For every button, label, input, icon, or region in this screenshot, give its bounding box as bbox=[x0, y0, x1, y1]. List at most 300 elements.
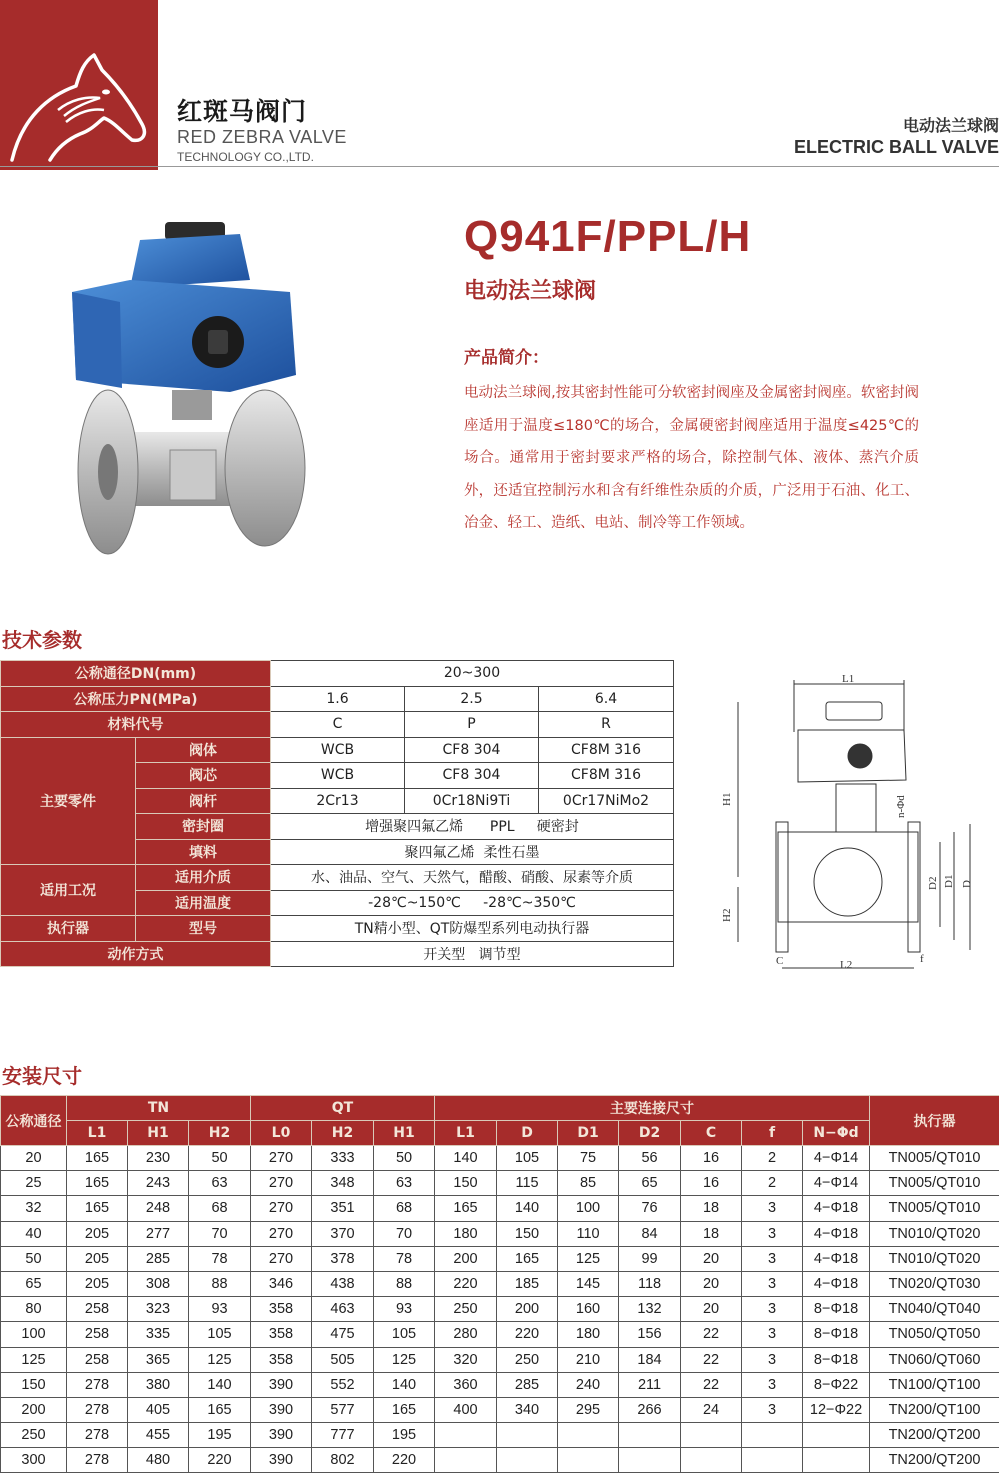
table-cell: 50 bbox=[1, 1246, 67, 1271]
table-cell: TN200/QT200 bbox=[870, 1448, 999, 1473]
table-cell: TN060/QT060 bbox=[870, 1347, 999, 1372]
table-cell: TN200/QT100 bbox=[870, 1397, 999, 1422]
table-cell: 2 bbox=[742, 1146, 803, 1171]
table-cell: 165 bbox=[67, 1196, 128, 1221]
table-cell: 270 bbox=[251, 1246, 312, 1271]
table-cell: 278 bbox=[67, 1397, 128, 1422]
table-cell: 165 bbox=[67, 1171, 128, 1196]
table-cell: 300 bbox=[1, 1448, 67, 1473]
table-cell: 115 bbox=[497, 1171, 558, 1196]
table-cell: 22 bbox=[681, 1347, 742, 1372]
table-cell bbox=[803, 1448, 870, 1473]
col-header-connection: 主要连接尺寸 bbox=[435, 1096, 870, 1121]
table-row bbox=[1, 1423, 999, 1448]
table-cell: 140 bbox=[189, 1372, 251, 1397]
table-cell bbox=[558, 1448, 619, 1473]
table-cell: 2 bbox=[742, 1171, 803, 1196]
temperature-value: -28℃~150℃ -28℃~350℃ bbox=[271, 890, 674, 916]
table-cell: 3 bbox=[742, 1397, 803, 1422]
table-cell: 65 bbox=[619, 1171, 681, 1196]
col-header-qt: QT bbox=[251, 1096, 435, 1121]
pn-value: 6.4 bbox=[539, 686, 674, 712]
col-subheader: H1 bbox=[128, 1121, 189, 1146]
body-value: WCB bbox=[271, 737, 405, 763]
table-cell: 56 bbox=[619, 1146, 681, 1171]
table-cell: 78 bbox=[374, 1246, 435, 1271]
action-label: 动作方式 bbox=[1, 941, 271, 967]
table-cell: 285 bbox=[497, 1372, 558, 1397]
body-value: CF8 304 bbox=[405, 737, 539, 763]
table-cell: 125 bbox=[558, 1246, 619, 1271]
actuator-label: 执行器 bbox=[1, 916, 136, 942]
logo-box bbox=[0, 0, 158, 170]
table-row bbox=[1, 1246, 999, 1271]
table-cell: 270 bbox=[251, 1221, 312, 1246]
table-cell: 93 bbox=[374, 1297, 435, 1322]
table-cell: 4−Φ18 bbox=[803, 1246, 870, 1271]
dims-table-body bbox=[1, 1146, 999, 1473]
table-cell: 323 bbox=[128, 1297, 189, 1322]
core-value: CF8M 316 bbox=[539, 763, 674, 789]
table-cell bbox=[619, 1448, 681, 1473]
table-cell: TN100/QT100 bbox=[870, 1372, 999, 1397]
table-cell: 105 bbox=[497, 1146, 558, 1171]
table-cell: 4−Φ18 bbox=[803, 1271, 870, 1296]
table-cell: 390 bbox=[251, 1448, 312, 1473]
table-cell: 200 bbox=[497, 1297, 558, 1322]
table-cell: 3 bbox=[742, 1271, 803, 1296]
brand-subtitle-en: TECHNOLOGY CO.,LTD. bbox=[177, 150, 314, 164]
diagram-label: D2 bbox=[927, 876, 939, 890]
table-row bbox=[1, 865, 674, 891]
action-value: 开关型 调节型 bbox=[271, 941, 674, 967]
table-cell: 50 bbox=[189, 1146, 251, 1171]
product-name-cn: 电动法兰球阀 bbox=[464, 279, 597, 304]
table-cell: 68 bbox=[189, 1196, 251, 1221]
header-divider bbox=[0, 166, 999, 167]
col-header-actuator: 执行器 bbox=[870, 1096, 999, 1146]
diagram-label: L2 bbox=[840, 959, 853, 971]
table-cell: 220 bbox=[497, 1322, 558, 1347]
table-cell: 230 bbox=[128, 1146, 189, 1171]
table-cell: 250 bbox=[497, 1347, 558, 1372]
table-cell: 165 bbox=[374, 1397, 435, 1422]
table-cell: 22 bbox=[681, 1322, 742, 1347]
table-subheader-row bbox=[1, 1121, 999, 1146]
table-cell bbox=[497, 1448, 558, 1473]
table-cell: 110 bbox=[558, 1221, 619, 1246]
table-cell: 20 bbox=[1, 1146, 67, 1171]
col-subheader: L1 bbox=[67, 1121, 128, 1146]
table-cell: 165 bbox=[67, 1146, 128, 1171]
table-cell: 340 bbox=[497, 1397, 558, 1422]
medium-label: 适用介质 bbox=[136, 865, 271, 891]
table-row bbox=[1, 1372, 999, 1397]
table-cell: 205 bbox=[67, 1221, 128, 1246]
table-row bbox=[1, 712, 674, 738]
table-cell: 105 bbox=[374, 1322, 435, 1347]
table-cell: 285 bbox=[128, 1246, 189, 1271]
table-cell: 20 bbox=[681, 1246, 742, 1271]
table-cell: 220 bbox=[435, 1271, 497, 1296]
table-cell: 405 bbox=[128, 1397, 189, 1422]
material-code: C bbox=[271, 712, 405, 738]
table-cell: 3 bbox=[742, 1196, 803, 1221]
table-cell: TN005/QT010 bbox=[870, 1171, 999, 1196]
core-value: CF8 304 bbox=[405, 763, 539, 789]
table-cell: 195 bbox=[189, 1423, 251, 1448]
table-cell: 12−Φ22 bbox=[803, 1397, 870, 1422]
table-cell: 185 bbox=[497, 1271, 558, 1296]
table-cell: 346 bbox=[251, 1271, 312, 1296]
table-cell: 20 bbox=[681, 1271, 742, 1296]
table-cell: 240 bbox=[558, 1372, 619, 1397]
table-cell: TN010/QT020 bbox=[870, 1246, 999, 1271]
brand-name-en: RED ZEBRA VALVE bbox=[177, 127, 347, 147]
intro-text: 电动法兰球阀,按其密封性能可分软密封阀座及金属密封阀座。软密封阀座适用于温度≤180℃的场合，金属硬密封阀座适用于温度≤425℃的场合。通常用于密封要求严格的场合，除控制气体、液体、蒸汽介质外，还适宜控制污水和含有纤维性杂质的介质，广泛用于石油、化工、冶金、轻工、造纸、电站、制冷等工作领域。 bbox=[464, 385, 919, 531]
table-cell: 390 bbox=[251, 1397, 312, 1422]
dims-table bbox=[0, 1095, 999, 1473]
table-cell: 333 bbox=[312, 1146, 374, 1171]
table-row bbox=[1, 1448, 999, 1473]
brand-name-cn: 红斑马阀门 bbox=[177, 97, 308, 126]
table-cell: 358 bbox=[251, 1297, 312, 1322]
table-cell: 210 bbox=[558, 1347, 619, 1372]
table-cell: 200 bbox=[1, 1397, 67, 1422]
table-cell: 211 bbox=[619, 1372, 681, 1397]
pn-value: 1.6 bbox=[271, 686, 405, 712]
table-cell: 150 bbox=[497, 1221, 558, 1246]
core-value: WCB bbox=[271, 763, 405, 789]
col-subheader: D1 bbox=[558, 1121, 619, 1146]
table-cell: 125 bbox=[189, 1347, 251, 1372]
table-cell: 480 bbox=[128, 1448, 189, 1473]
table-cell: 4−Φ14 bbox=[803, 1146, 870, 1171]
table-cell: 184 bbox=[619, 1347, 681, 1372]
table-cell: 248 bbox=[128, 1196, 189, 1221]
core-label: 阀芯 bbox=[136, 763, 271, 789]
stem-value: 2Cr13 bbox=[271, 788, 405, 814]
dn-label: 公称通径DN(mm) bbox=[1, 661, 271, 687]
table-cell bbox=[558, 1423, 619, 1448]
table-cell: 8−Φ22 bbox=[803, 1372, 870, 1397]
table-cell: 118 bbox=[619, 1271, 681, 1296]
col-subheader: f bbox=[742, 1121, 803, 1146]
table-cell: TN050/QT050 bbox=[870, 1322, 999, 1347]
table-cell: 278 bbox=[67, 1423, 128, 1448]
table-cell: 20 bbox=[681, 1297, 742, 1322]
table-cell: 40 bbox=[1, 1221, 67, 1246]
table-cell: 18 bbox=[681, 1221, 742, 1246]
diagram-label: L1 bbox=[842, 673, 855, 685]
table-cell: 278 bbox=[67, 1448, 128, 1473]
dn-value: 20~300 bbox=[271, 661, 674, 687]
table-cell: 105 bbox=[189, 1322, 251, 1347]
seal-value: 增强聚四氟乙烯 PPL 硬密封 bbox=[271, 814, 674, 840]
col-subheader: D2 bbox=[619, 1121, 681, 1146]
table-header-row bbox=[1, 1096, 999, 1121]
col-subheader: L1 bbox=[435, 1121, 497, 1146]
table-cell bbox=[742, 1423, 803, 1448]
table-cell: 277 bbox=[128, 1221, 189, 1246]
table-cell: 18 bbox=[681, 1196, 742, 1221]
table-cell: 295 bbox=[558, 1397, 619, 1422]
col-subheader: H1 bbox=[374, 1121, 435, 1146]
table-cell: 777 bbox=[312, 1423, 374, 1448]
stem-value: 0Cr17NiMo2 bbox=[539, 788, 674, 814]
table-cell: 93 bbox=[189, 1297, 251, 1322]
col-header-dn: 公称通径 bbox=[1, 1096, 67, 1146]
table-row bbox=[1, 916, 674, 942]
table-cell: 351 bbox=[312, 1196, 374, 1221]
table-cell: 78 bbox=[189, 1246, 251, 1271]
table-cell: 25 bbox=[1, 1171, 67, 1196]
diagram-label: D1 bbox=[943, 874, 955, 888]
stem-value: 0Cr18Ni9Ti bbox=[405, 788, 539, 814]
col-subheader: D bbox=[497, 1121, 558, 1146]
table-cell: 195 bbox=[374, 1423, 435, 1448]
table-cell: 258 bbox=[67, 1322, 128, 1347]
table-cell: 100 bbox=[558, 1196, 619, 1221]
table-cell: 150 bbox=[1, 1372, 67, 1397]
dimension-diagram bbox=[718, 672, 983, 977]
diagram-label: n-Φd bbox=[895, 795, 907, 818]
table-cell: 802 bbox=[312, 1448, 374, 1473]
body-value: CF8M 316 bbox=[539, 737, 674, 763]
table-cell: 100 bbox=[1, 1322, 67, 1347]
table-cell: 270 bbox=[251, 1171, 312, 1196]
table-row bbox=[1, 1146, 999, 1171]
col-subheader: H2 bbox=[312, 1121, 374, 1146]
category-cn: 电动法兰球阀 bbox=[902, 116, 999, 135]
table-cell: 132 bbox=[619, 1297, 681, 1322]
table-cell: 165 bbox=[189, 1397, 251, 1422]
table-cell: 3 bbox=[742, 1297, 803, 1322]
actuator-model-value: TN精小型、QT防爆型系列电动执行器 bbox=[271, 916, 674, 942]
table-cell: 390 bbox=[251, 1423, 312, 1448]
diagram-label: H2 bbox=[721, 908, 733, 922]
table-cell: 8−Φ18 bbox=[803, 1297, 870, 1322]
table-cell: 505 bbox=[312, 1347, 374, 1372]
table-cell: 358 bbox=[251, 1347, 312, 1372]
intro-title: 产品简介： bbox=[464, 348, 549, 368]
table-cell: TN040/QT040 bbox=[870, 1297, 999, 1322]
table-cell: 125 bbox=[374, 1347, 435, 1372]
table-cell: 258 bbox=[67, 1347, 128, 1372]
table-cell: 140 bbox=[497, 1196, 558, 1221]
table-cell: 3 bbox=[742, 1246, 803, 1271]
table-row bbox=[1, 737, 674, 763]
horse-logo-icon bbox=[0, 0, 158, 170]
table-cell: 380 bbox=[128, 1372, 189, 1397]
category-en: ELECTRIC BALL VALVE bbox=[793, 137, 999, 157]
table-cell: 150 bbox=[435, 1171, 497, 1196]
table-cell: 250 bbox=[1, 1423, 67, 1448]
table-cell: 205 bbox=[67, 1246, 128, 1271]
table-cell: 24 bbox=[681, 1397, 742, 1422]
col-subheader: C bbox=[681, 1121, 742, 1146]
table-row bbox=[1, 1297, 999, 1322]
table-cell: 75 bbox=[558, 1146, 619, 1171]
conditions-label: 适用工况 bbox=[1, 865, 136, 916]
table-cell: 3 bbox=[742, 1372, 803, 1397]
table-cell: 16 bbox=[681, 1171, 742, 1196]
table-cell: 165 bbox=[497, 1246, 558, 1271]
table-cell: 205 bbox=[67, 1271, 128, 1296]
pn-label: 公称压力PN(MPa) bbox=[1, 686, 271, 712]
table-row bbox=[1, 1322, 999, 1347]
table-row bbox=[1, 1196, 999, 1221]
table-cell: 140 bbox=[435, 1146, 497, 1171]
model-number: Q941F/PPL/H bbox=[464, 212, 752, 261]
table-cell: 266 bbox=[619, 1397, 681, 1422]
electric-ball-valve-image bbox=[60, 210, 320, 570]
table-cell bbox=[435, 1448, 497, 1473]
table-cell: 552 bbox=[312, 1372, 374, 1397]
table-cell: 400 bbox=[435, 1397, 497, 1422]
diagram-label: D bbox=[961, 880, 973, 888]
table-cell: TN005/QT010 bbox=[870, 1196, 999, 1221]
table-cell: 3 bbox=[742, 1347, 803, 1372]
table-cell: 3 bbox=[742, 1322, 803, 1347]
table-cell: 165 bbox=[435, 1196, 497, 1221]
spec-section-title: 技术参数 bbox=[2, 628, 82, 652]
table-cell: 455 bbox=[128, 1423, 189, 1448]
table-cell: 243 bbox=[128, 1171, 189, 1196]
table-cell: 160 bbox=[558, 1297, 619, 1322]
table-row bbox=[1, 1221, 999, 1246]
table-cell: TN005/QT010 bbox=[870, 1146, 999, 1171]
table-cell: TN020/QT030 bbox=[870, 1271, 999, 1296]
table-cell bbox=[435, 1423, 497, 1448]
table-cell: 88 bbox=[374, 1271, 435, 1296]
diagram-label: C bbox=[776, 955, 784, 967]
table-cell: 70 bbox=[374, 1221, 435, 1246]
table-cell: 220 bbox=[189, 1448, 251, 1473]
material-code: P bbox=[405, 712, 539, 738]
table-cell: 65 bbox=[1, 1271, 67, 1296]
table-cell: 348 bbox=[312, 1171, 374, 1196]
seal-label: 密封圈 bbox=[136, 814, 271, 840]
table-cell bbox=[803, 1423, 870, 1448]
table-cell: 84 bbox=[619, 1221, 681, 1246]
table-cell: 50 bbox=[374, 1146, 435, 1171]
table-cell: TN010/QT020 bbox=[870, 1221, 999, 1246]
table-cell: 125 bbox=[1, 1347, 67, 1372]
stem-label: 阀杆 bbox=[136, 788, 271, 814]
temperature-label: 适用温度 bbox=[136, 890, 271, 916]
pn-value: 2.5 bbox=[405, 686, 539, 712]
table-row bbox=[1, 661, 674, 687]
table-cell: 438 bbox=[312, 1271, 374, 1296]
table-cell: 4−Φ14 bbox=[803, 1171, 870, 1196]
table-cell: 475 bbox=[312, 1322, 374, 1347]
table-row bbox=[1, 1397, 999, 1422]
col-subheader: L0 bbox=[251, 1121, 312, 1146]
table-cell: 63 bbox=[189, 1171, 251, 1196]
medium-value: 水、油品、空气、天然气，醋酸、硝酸、尿素等介质 bbox=[271, 865, 674, 891]
dims-section-title: 安装尺寸 bbox=[2, 1064, 82, 1088]
packing-label: 填料 bbox=[136, 839, 271, 865]
diagram-label: H1 bbox=[721, 792, 733, 806]
table-cell: 85 bbox=[558, 1171, 619, 1196]
table-cell: 3 bbox=[742, 1221, 803, 1246]
table-cell: 278 bbox=[67, 1372, 128, 1397]
table-cell: 16 bbox=[681, 1146, 742, 1171]
table-cell: 8−Φ18 bbox=[803, 1322, 870, 1347]
table-cell: 370 bbox=[312, 1221, 374, 1246]
table-cell: 365 bbox=[128, 1347, 189, 1372]
table-cell: 577 bbox=[312, 1397, 374, 1422]
table-cell: 200 bbox=[435, 1246, 497, 1271]
spec-table bbox=[0, 660, 674, 967]
table-cell bbox=[497, 1423, 558, 1448]
table-cell: 63 bbox=[374, 1171, 435, 1196]
actuator-model-label: 型号 bbox=[136, 916, 271, 942]
table-cell: 156 bbox=[619, 1322, 681, 1347]
table-cell: 320 bbox=[435, 1347, 497, 1372]
col-header-tn: TN bbox=[67, 1096, 251, 1121]
body-label: 阀体 bbox=[136, 737, 271, 763]
table-row bbox=[1, 1171, 999, 1196]
table-cell: 180 bbox=[435, 1221, 497, 1246]
table-cell: 22 bbox=[681, 1372, 742, 1397]
table-cell: 220 bbox=[374, 1448, 435, 1473]
table-cell: 250 bbox=[435, 1297, 497, 1322]
table-row bbox=[1, 1347, 999, 1372]
table-cell: 70 bbox=[189, 1221, 251, 1246]
table-cell: 258 bbox=[67, 1297, 128, 1322]
table-cell: 378 bbox=[312, 1246, 374, 1271]
table-cell: 76 bbox=[619, 1196, 681, 1221]
table-cell: 80 bbox=[1, 1297, 67, 1322]
col-subheader: H2 bbox=[189, 1121, 251, 1146]
table-cell: 4−Φ18 bbox=[803, 1221, 870, 1246]
table-cell: 335 bbox=[128, 1322, 189, 1347]
table-cell: 180 bbox=[558, 1322, 619, 1347]
table-cell: 358 bbox=[251, 1322, 312, 1347]
table-cell bbox=[619, 1423, 681, 1448]
table-cell bbox=[681, 1423, 742, 1448]
table-cell bbox=[681, 1448, 742, 1473]
table-cell: 270 bbox=[251, 1196, 312, 1221]
col-subheader: N−Φd bbox=[803, 1121, 870, 1146]
table-row bbox=[1, 1271, 999, 1296]
table-cell: TN200/QT200 bbox=[870, 1423, 999, 1448]
table-cell: 68 bbox=[374, 1196, 435, 1221]
table-row bbox=[1, 686, 674, 712]
table-cell: 8−Φ18 bbox=[803, 1347, 870, 1372]
table-cell: 270 bbox=[251, 1146, 312, 1171]
diagram-label: f bbox=[920, 953, 924, 965]
material-label: 材料代号 bbox=[1, 712, 271, 738]
table-cell: 32 bbox=[1, 1196, 67, 1221]
table-cell: 280 bbox=[435, 1322, 497, 1347]
table-cell: 360 bbox=[435, 1372, 497, 1397]
table-cell bbox=[742, 1448, 803, 1473]
table-cell: 99 bbox=[619, 1246, 681, 1271]
table-cell: 308 bbox=[128, 1271, 189, 1296]
table-cell: 145 bbox=[558, 1271, 619, 1296]
table-row bbox=[1, 941, 674, 967]
material-code: R bbox=[539, 712, 674, 738]
table-cell: 4−Φ18 bbox=[803, 1196, 870, 1221]
table-cell: 463 bbox=[312, 1297, 374, 1322]
packing-value: 聚四氟乙烯 柔性石墨 bbox=[271, 839, 674, 865]
parts-label: 主要零件 bbox=[1, 737, 136, 865]
table-cell: 88 bbox=[189, 1271, 251, 1296]
table-cell: 140 bbox=[374, 1372, 435, 1397]
